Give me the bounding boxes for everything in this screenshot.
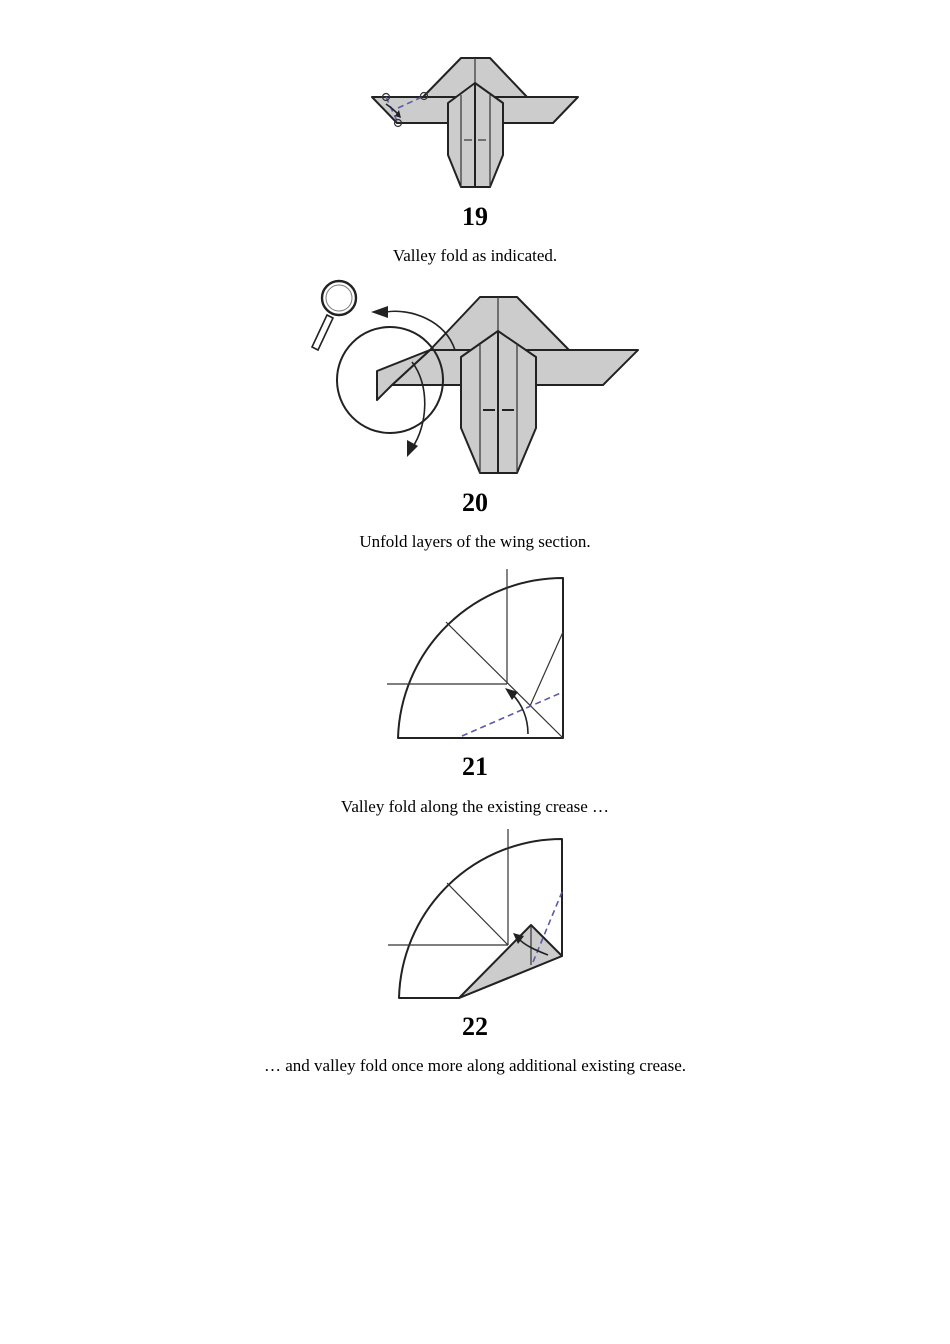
magnifier-icon bbox=[312, 281, 356, 350]
step-number-21: 21 bbox=[462, 752, 488, 781]
step-number-20: 20 bbox=[462, 488, 488, 517]
step-number-19: 19 bbox=[462, 202, 488, 231]
step-caption-20: Unfold layers of the wing section. bbox=[359, 532, 591, 551]
step-caption-19: Valley fold as indicated. bbox=[392, 246, 558, 265]
step-caption-22: … and valley fold once more along additional existing crease. bbox=[263, 1056, 687, 1075]
diagram-step-19 bbox=[0, 50, 950, 195]
step-number-22: 22 bbox=[462, 1012, 488, 1041]
diagram-step-21 bbox=[0, 565, 950, 745]
diagram-step-22 bbox=[0, 825, 950, 1005]
diagram-step-20 bbox=[0, 270, 950, 480]
step-caption-21: Valley fold along the existing crease … bbox=[340, 797, 610, 816]
